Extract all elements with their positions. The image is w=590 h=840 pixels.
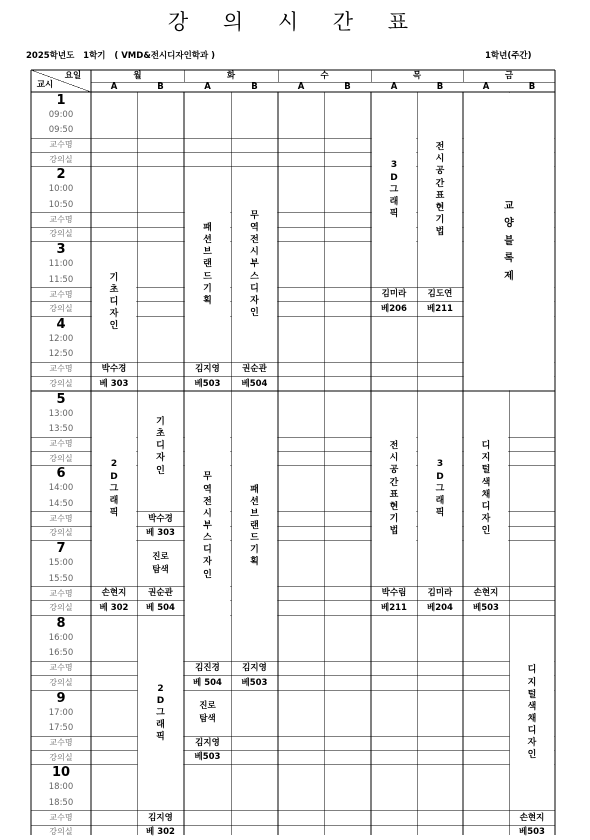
course-professor: 김지영 <box>148 812 173 823</box>
group-header: B <box>344 81 351 92</box>
room-row-label: 강의실 <box>49 528 73 538</box>
course-room: 베504 <box>241 378 268 389</box>
room-row-label: 강의실 <box>49 827 73 837</box>
course-professor: 권순관 <box>242 364 267 375</box>
group-header: B <box>251 81 258 92</box>
period-start-time: 18:00 <box>48 782 74 793</box>
group-header: A <box>110 81 118 92</box>
course-title: 패 션 브 랜 드 기 획 <box>250 484 259 568</box>
course-title: 기 초 디 자 인 <box>109 272 119 332</box>
course-professor: 권순관 <box>148 588 173 599</box>
room-row-label: 강의실 <box>49 378 73 388</box>
period-start-time: 17:00 <box>48 707 74 718</box>
period-end-time: 14:50 <box>48 498 74 509</box>
course-professor: 김진경 <box>195 663 220 674</box>
period-number: 4 <box>56 316 66 332</box>
period-number: 7 <box>56 541 66 557</box>
period-end-time: 09:50 <box>48 125 74 136</box>
day-header: 목 <box>412 70 422 81</box>
course-title: 전 시 공 간 표 현 기 법 <box>389 441 399 537</box>
period-start-time: 13:00 <box>48 408 74 419</box>
page-title: 강 의 시 간 표 <box>167 10 423 34</box>
period-end-time: 10:50 <box>48 199 74 210</box>
course-room: 베503 <box>241 677 268 688</box>
course-professor: 김지영 <box>195 364 220 375</box>
course-title: 무 역 전 시 부 스 디 자 인 <box>203 472 212 580</box>
room-row-label: 강의실 <box>49 752 73 762</box>
course-title: 패 션 브 랜 드 기 획 <box>203 223 212 306</box>
professor-row-label: 교수명 <box>49 140 73 150</box>
period-start-time: 14:00 <box>48 483 74 494</box>
period-number: 3 <box>56 242 66 258</box>
course-title: 디 지 털 색 채 디 자 인 <box>527 665 537 761</box>
professor-row-label: 교수명 <box>49 439 73 449</box>
period-start-time: 09:00 <box>48 109 74 120</box>
course-room: 베 504 <box>146 602 175 613</box>
course-title: 교 양 블 록 제 <box>504 200 514 282</box>
course-title: 무 역 전 시 부 스 디 자 인 <box>250 210 259 318</box>
course-professor: 박수경 <box>148 513 173 524</box>
corner-day-label: 요일 <box>64 70 82 81</box>
period-end-time: 15:50 <box>48 573 74 584</box>
group-header: A <box>390 81 398 92</box>
professor-row-label: 교수명 <box>49 812 73 822</box>
course-professor: 김지영 <box>242 663 267 674</box>
course-room: 베503 <box>519 827 545 838</box>
room-row-label: 강의실 <box>49 677 73 687</box>
course-professor: 박수림 <box>381 588 407 599</box>
professor-row-label: 교수명 <box>49 289 73 299</box>
course-room: 베 303 <box>146 528 175 539</box>
room-row-label: 강의실 <box>49 229 73 239</box>
semester-info: 2025학년도 1학기 ( VMD&전시디자인학과 ) <box>26 51 216 61</box>
period-number: 9 <box>56 690 66 706</box>
course-title: 디 지 털 색 채 디 자 인 <box>481 441 491 537</box>
period-start-time: 10:00 <box>48 184 74 195</box>
period-end-time: 18:50 <box>48 797 74 808</box>
course-room: 베204 <box>427 602 453 613</box>
period-number: 8 <box>56 615 66 631</box>
period-end-time: 13:50 <box>48 424 74 435</box>
room-row-label: 강의실 <box>49 154 73 164</box>
course-room: 베 303 <box>99 378 129 389</box>
group-header: B <box>528 81 536 92</box>
period-start-time: 16:00 <box>48 632 74 643</box>
course-title: 전 시 공 간 표 현 기 법 <box>435 142 445 238</box>
course-title: 기 초 디 자 인 <box>156 417 165 476</box>
day-header: 금 <box>504 70 514 81</box>
course-title: 2 D 그 래 픽 <box>156 683 165 743</box>
period-end-time: 17:50 <box>48 723 74 734</box>
course-room: 베206 <box>381 303 407 314</box>
group-header: A <box>204 81 211 92</box>
professor-row-label: 교수명 <box>49 364 73 374</box>
course-room: 베503 <box>473 602 499 613</box>
grade-info: 1학년(주간) <box>485 51 532 61</box>
room-row-label: 강의실 <box>49 453 73 463</box>
course-room: 베503 <box>194 752 221 763</box>
course-room: 베 504 <box>193 677 222 688</box>
course-title: 3 D 그 래 픽 <box>435 459 445 518</box>
group-header: B <box>157 81 164 92</box>
group-header: A <box>482 81 490 92</box>
period-start-time: 15:00 <box>48 558 74 569</box>
group-header: A <box>297 81 305 92</box>
course-professor: 박수경 <box>101 364 127 375</box>
course-professor: 김도연 <box>427 289 453 300</box>
course-professor: 김지영 <box>195 737 220 748</box>
period-number: 1 <box>56 92 66 108</box>
period-number: 10 <box>51 765 71 781</box>
course-professor: 김미라 <box>427 588 453 599</box>
course-title: 진로 탐색 <box>152 551 169 575</box>
room-row-label: 강의실 <box>49 603 73 613</box>
course-professor: 손현지 <box>101 588 127 599</box>
course-title: 2 D 그 래 픽 <box>109 459 119 518</box>
corner-period-label: 교시 <box>36 79 54 90</box>
day-header: 수 <box>320 70 329 81</box>
professor-row-label: 교수명 <box>49 663 73 673</box>
period-number: 2 <box>56 167 66 183</box>
professor-row-label: 교수명 <box>49 738 73 748</box>
course-title: 3 D 그 래 픽 <box>389 160 399 219</box>
group-header: B <box>436 81 444 92</box>
day-header: 화 <box>226 70 236 81</box>
room-row-label: 강의실 <box>49 304 73 314</box>
period-start-time: 12:00 <box>48 333 74 344</box>
period-end-time: 12:50 <box>48 349 74 360</box>
course-professor: 김미라 <box>381 289 407 300</box>
professor-row-label: 교수명 <box>49 588 73 598</box>
period-start-time: 11:00 <box>48 259 74 270</box>
period-number: 6 <box>56 466 66 482</box>
course-room: 베211 <box>427 303 453 314</box>
professor-row-label: 교수명 <box>49 513 73 523</box>
course-room: 베211 <box>381 602 407 613</box>
course-professor: 손현지 <box>519 812 545 823</box>
course-room: 베 302 <box>99 602 129 613</box>
professor-row-label: 교수명 <box>49 214 73 224</box>
period-end-time: 16:50 <box>48 648 74 659</box>
day-header: 월 <box>133 70 142 81</box>
course-room: 베 302 <box>146 827 175 838</box>
course-title: 진로 탐색 <box>199 701 216 724</box>
period-number: 5 <box>56 391 66 407</box>
period-end-time: 11:50 <box>48 274 74 285</box>
course-room: 베503 <box>194 378 221 389</box>
course-professor: 손현지 <box>473 588 499 599</box>
